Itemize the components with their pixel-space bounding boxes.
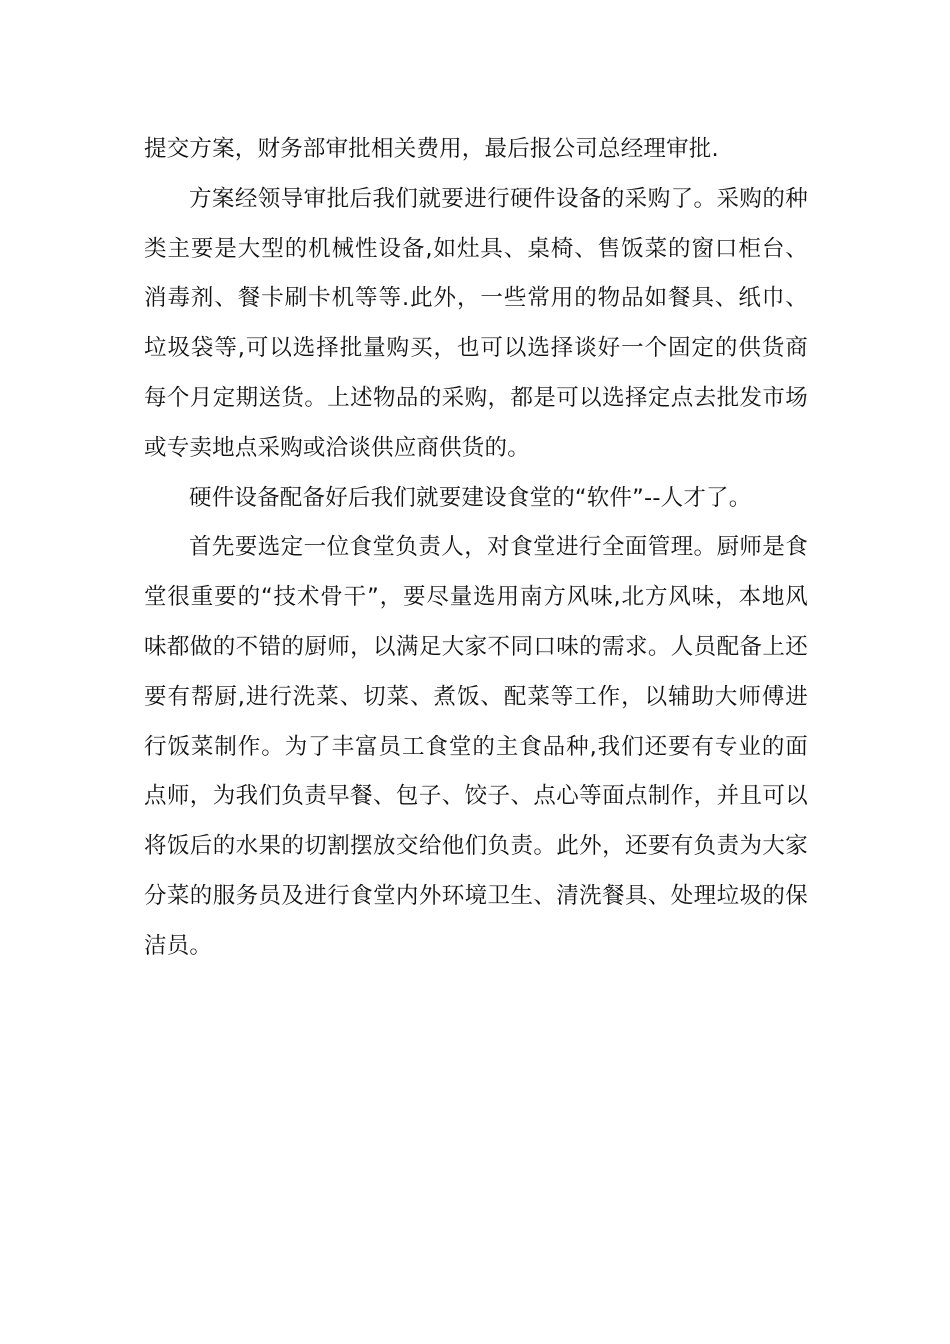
paragraph-staffing: 首先要选定一位食堂负责人，对食堂进行全面管理。厨师是食堂很重要的“技术骨干”，要尽量选用南方风味,北方风味，本地风味都做的不错的厨师，以满足大家不同口味的需求。人员配备上还要有帮厨,进行洗菜、切菜、煮饭、配菜等工作，以辅助大师傅进行饭菜制作。为了丰富员工食堂的主食品种,我们还要有专业的面点师，为我们负责早餐、包子、饺子、点心等面点制作，并且可以将饭后的水果的切割摆放交给他们负责。此外，还要有负责为大家分菜的服务员及进行食堂内外环境卫生、清洗餐具、处理垃圾的保洁员。 xyxy=(144,534,808,959)
paragraph-approval-process: 提交方案，财务部审批相关费用，最后报公司总经理审批. xyxy=(144,136,719,162)
paragraph-software-talent: 硬件设备配备好后我们就要建设食堂的“软件”--人才了。 xyxy=(189,484,752,511)
paragraph-hardware-procurement: 方案经领导审批后我们就要进行硬件设备的采购了。采购的种类主要是大型的机械性设备,如灶具、桌椅、售饭菜的窗口柜台、消毒剂、餐卡刷卡机等等.此外，一些常用的物品如餐具、纸巾、垃圾袋等,可以选择批量购买，也可以选择谈好一个固定的供货商每个月定期送货。上述物品的采购，都是可以选择定点去批发市场或专卖地点采购或洽谈供应商供货的。 xyxy=(144,185,808,461)
document-body xyxy=(144,125,808,972)
